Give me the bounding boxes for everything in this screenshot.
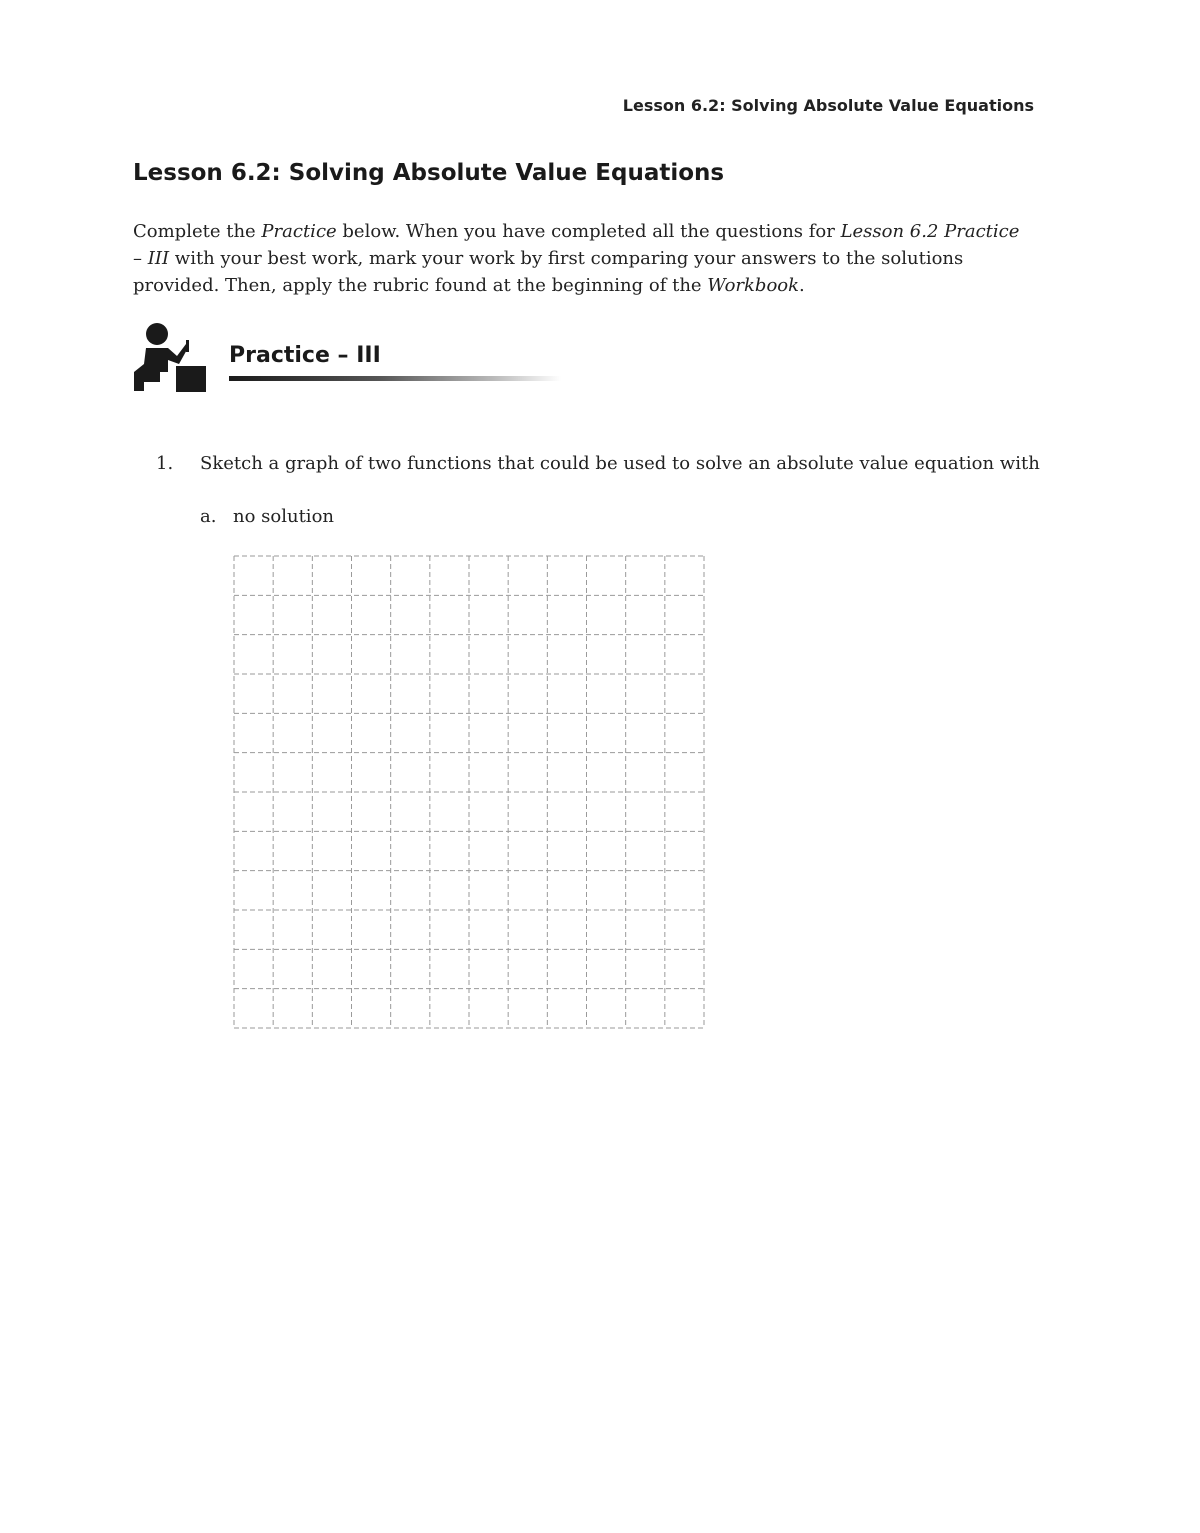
intro-text: provided. Then, apply the rubric found at the beginning of the — [133, 275, 708, 296]
lesson-title: Lesson 6.2: Solving Absolute Value Equations — [133, 160, 725, 186]
intro-text: with your best work, mark your work by first comparing your answers to the solutions — [169, 248, 964, 269]
intro-emphasis: Practice — [261, 221, 337, 242]
intro-line-1 — [133, 218, 1033, 245]
intro-text: Complete the — [133, 221, 262, 242]
heading-underline — [229, 376, 561, 381]
running-header: Lesson 6.2: Solving Absolute Value Equations — [622, 96, 1034, 115]
intro-paragraph — [133, 218, 1033, 299]
practice-heading: Practice – III — [229, 343, 381, 368]
intro-emphasis: Lesson 6.2 Practice — [840, 221, 1020, 242]
question-number: 1. — [156, 453, 174, 474]
intro-text: below. When you have completed all the questions for — [336, 221, 841, 242]
question-text: Sketch a graph of two functions that could be used to solve an absolute value equation with — [200, 453, 1040, 474]
subquestion-text: no solution — [233, 506, 334, 527]
student-at-desk-icon — [132, 322, 208, 394]
intro-emphasis: Workbook — [707, 275, 800, 296]
intro-text: . — [799, 275, 805, 296]
intro-line-3 — [133, 272, 1033, 299]
intro-line-2 — [133, 245, 1033, 272]
graph-grid — [233, 555, 705, 1029]
intro-emphasis: – III — [133, 248, 170, 269]
subquestion-letter: a. — [200, 506, 217, 527]
